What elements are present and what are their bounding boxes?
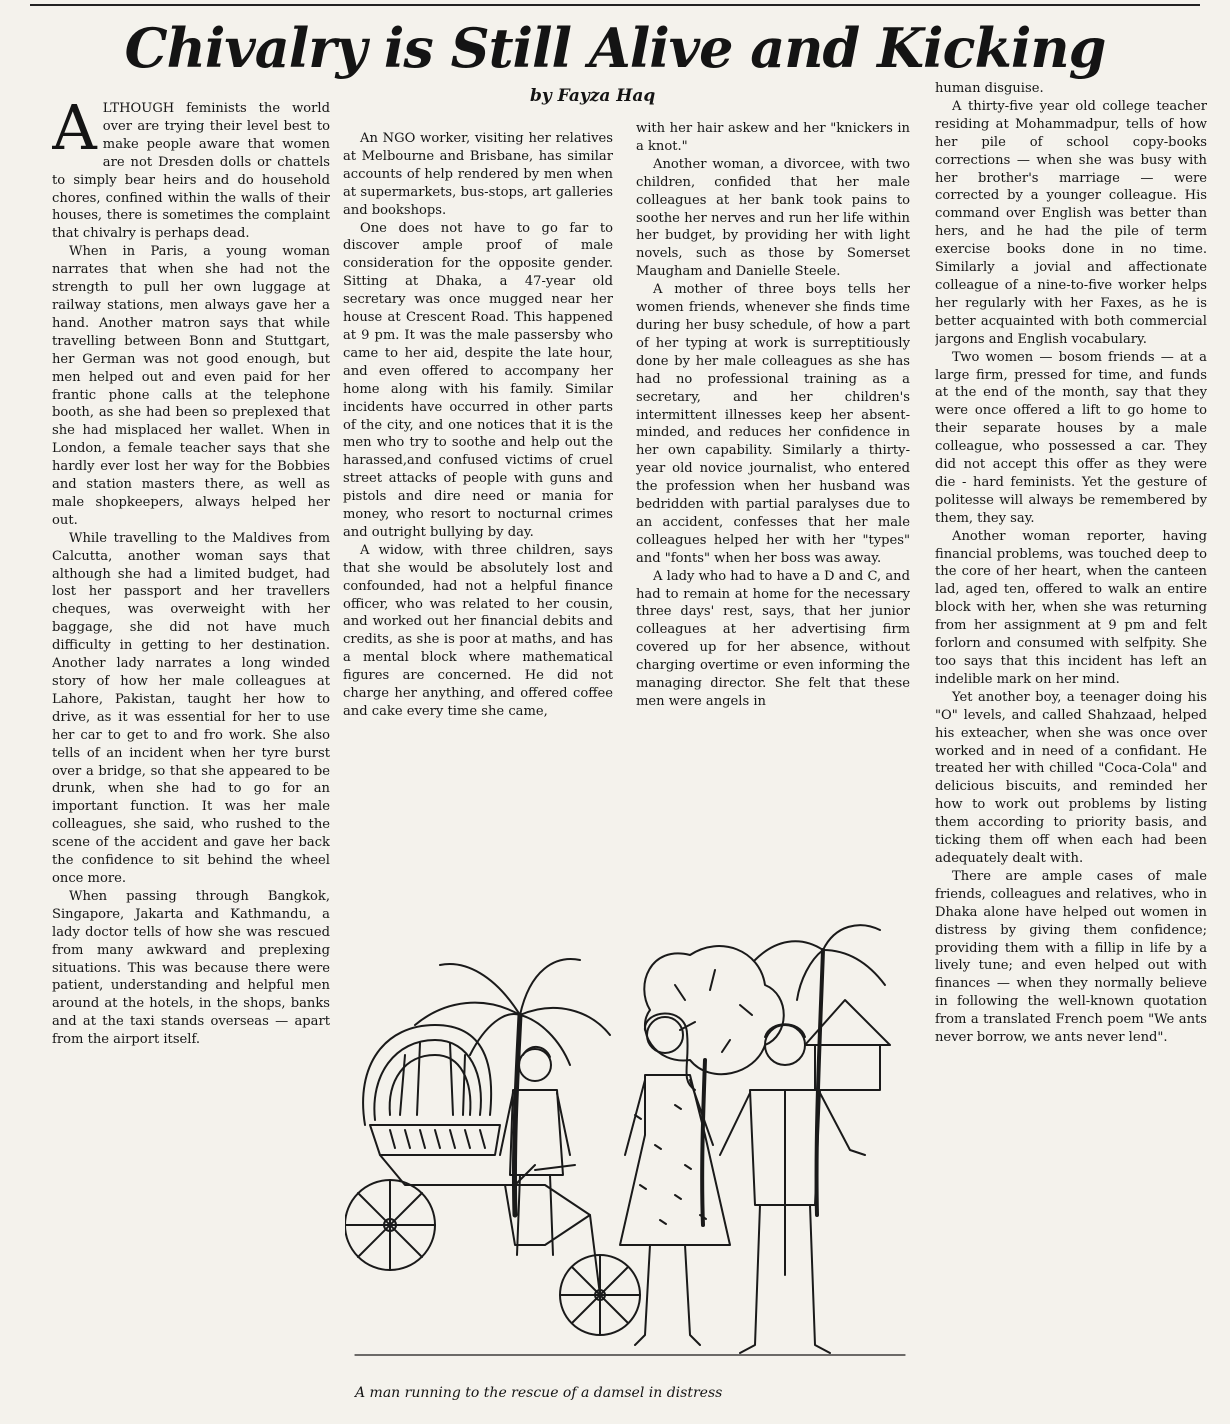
paragraph: Yet another boy, a teenager doing his "O" levels, and called Shahzaad, helped his exteacher, when she was once over worked and in need of a confidant. He treated her with chilled "Coca-Cola" and delicious biscuits, and reminded her how to work out problems by listing them according to priority basis, and ticking them off when each had been adequately dealt with.	[935, 689, 1207, 866]
column-3	[636, 120, 910, 922]
illustration-caption: A man running to the rescue of a damsel in distress	[355, 1385, 723, 1401]
paragraph: Another woman reporter, having financial problems, was touched deep to the core of her heart, when the canteen lad, aged ten, offered to walk an entire block with her, when she was returning from her assignment at 9 pm and felt forlorn and consumed with selfpity. She too says that this incident has left an indelible mark on her mind.	[935, 528, 1207, 687]
palm-tree-left	[415, 959, 610, 1215]
headline: Chivalry is Still Alive and Kicking	[124, 16, 1106, 80]
man-figure	[720, 1024, 865, 1353]
paragraph: While travelling to the Maldives from Calcutta, another woman says that although she had a limited budget, had lost her passport and her travellers cheques, was overweight with her baggage, she did not have much difficulty in getting to her destination. Another lady narrates a long winded story of how her male colleagues at Lahore, Pakistan, taught her how to drive, as it was essential for her to use her car to get to and fro work. She also tells of an incident when her tyre burst over a bridge, so that she appeared to be drunk, when she had to go for an important function. It was her male colleagues, she said, who rushed to the scene of the accident and gave her back the confidence to sit behind the wheel once more.	[52, 530, 330, 886]
paragraph: with her hair askew and her "knickers in a knot."	[636, 121, 910, 154]
byline: by Fayza Haq	[530, 86, 656, 106]
rickshaw-illustration	[345, 915, 910, 1370]
paragraph: When passing through Bangkok, Singapore, Jakarta and Kathmandu, a lady doctor tells of how she was rescued from many awkward and preplexing situations. This was because there were patient, understanding and helpful men around at the hotels, in the shops, banks and at the taxi stands overseas — apart from the airport itself.	[52, 888, 330, 1048]
paragraph: A widow, with three children, says that she would be absolutely lost and confounded, had not a helpful finance officer, who was related to her cousin, and worked out her financial debits and credits, as she is poor at maths, and has a mental block where mathematical figures are concerned. He did not charge her anything, and offered coffee and cake every time she came,	[343, 542, 613, 719]
paragraph: A thirty-five year old college teacher residing at Mohammadpur, tells of how her pile of school copy-books corrections — when she was busy with her brother's marriage — were corrected by a younger colleague. His command over English was better than hers, and he had the pile of term exercise books done in no time. Similarly a jovial and affectionate colleague of a nine-to-five worker helps her regularly with her Faxes, as he is better acquainted with both commercial jargons and English vocabulary.	[935, 98, 1207, 347]
paragraph: Two women — bosom friends — at a large firm, pressed for time, and funds at the end of the month, say that they were once offered a lift to go home to their separate houses by a male colleague, who possessed a car. They did not accept this offer as they were die - hard feminists. Yet the gesture of politesse will always be remembered by them, they say.	[935, 349, 1207, 526]
paragraph: Another woman, a divorcee, with two children, confided that her male colleagues at her bank took pains to soothe her nerves and run her life within her budget, by providing her with light novels, such as those by Somerset Maugham and Danielle Steele.	[636, 156, 910, 280]
rickshaw	[345, 1025, 640, 1335]
paragraph: A mother of three boys tells her women friends, whenever she finds time during her busy schedule, of how a part of her typing at work is surreptitiously done by her male colleagues as she has had no professional training as a secretary, and her children's intermittent illnesses keep her absent-minded, and reduces her confidence in her own capability. Similarly a thirty-year old novice journalist, who entered the profession when her husband was bedridden with partial paralyses due to an accident, confesses that her male colleagues helped her with her "types" and "fonts" when her boss was away.	[636, 282, 910, 566]
palm-tree-right	[755, 925, 885, 1215]
leafy-tree	[644, 946, 783, 1225]
column-1	[52, 100, 330, 1418]
paragraph: ALTHOUGH feminists the world over are trying their level best to make people aware that women are not Dresden dolls or chattels to simply bear heirs and do household chores, confined within the walls of their houses, there is sometimes the complaint that chivalry is perhaps dead.	[52, 100, 330, 242]
top-rule	[30, 4, 1200, 6]
paragraph: There are ample cases of male friends, colleagues and relatives, who in Dhaka alone have helped out women in distress by giving them confidence; providing them with a fillip in life by a lively tune; and even helped out with finances — when they normally believe in following the well-known quotation from a translated French poem "We ants never borrow, we ants never lend".	[935, 868, 1207, 1046]
paragraph: An NGO worker, visiting her relatives at Melbourne and Brisbane, has similar accounts of help rendered by men when at supermarkets, bus-stops, art galleries and bookshops.	[343, 131, 613, 218]
paragraph: human disguise.	[935, 81, 1044, 96]
paragraph: When in Paris, a young woman narrates that when she had not the strength to pull her own luggage at railway stations, men always gave her a hand. Another matron says that while travelling between Bonn and Stuttgart, her German was not good enough, but men helped out and even paid for her frantic phone calls at the telephone booth, as she had been so preplexed that she had misplaced her wallet. When in London, a female teacher says that she hardly ever lost her way for the Bobbies and station masters there, as well as male shopkeepers, always helped her out.	[52, 244, 330, 528]
column-2	[343, 130, 613, 922]
column-4	[935, 80, 1207, 1418]
drop-cap: A	[52, 100, 97, 164]
paragraph: One does not have to go far to discover ample proof of male consideration for the opposite gender. Sitting at Dhaka, a 47-year old secretary was once mugged near her house at Crescent Road. This happened at 9 pm. It was the male passersby who came to her aid, despite the late hour, and even offered to accompany her home along with his family. Similar incidents have occurred in other parts of the city, and one notices that it is the men who try to soothe and help out the harassed,and confused victims of cruel street attacks of people with guns and pistols and dire need or mania for money, who resort to nocturnal crimes and outright bullying by day.	[343, 220, 613, 540]
paragraph: A lady who had to have a D and C, and had to remain at home for the necessary three days' rest, says, that her junior colleagues at her advertising firm covered up for her absence, without charging overtime or even informing the managing director. She felt that these men were angels in	[636, 568, 910, 709]
